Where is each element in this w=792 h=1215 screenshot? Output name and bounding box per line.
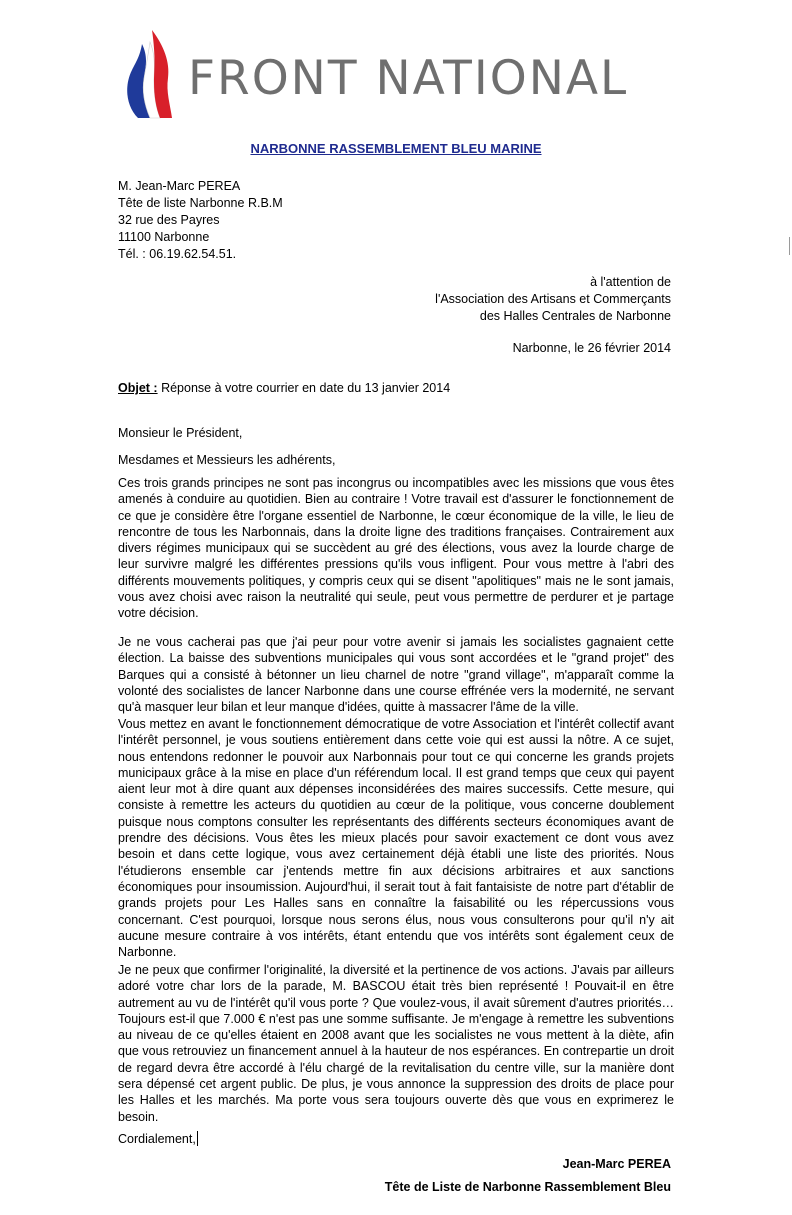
page-edge-divider: [789, 237, 790, 255]
body-paragraph: Ces trois grands principes ne sont pas incongrus ou incompatibles avec les missions que vous êtes amenés à conduire au quotidien. Bien au contraire ! Votre travail est d'assurer le fonctionnement de ce que je considère être l'organe essentiel de Narbonne, le cœur économique de la ville, le lieu de rencontre de tous les Narbonnais, dans la droite ligne des traditions françaises. Contrairement aux divers régimes municipaux qui se succèdent au gré des élections, vous avez la lourde charge de leur survivre malgré les différentes pressions qu'ils vous infligent. Pour vous mettre à l'abri des différents mouvements politiques, y compris ceux qui se disent "apolitiques" mais ne le sont jamais, vous avez choisi avec raison la neutralité qui seule, peut vous permettre de perdurer et je partage votre décision.: [118, 476, 674, 621]
subject-label: Objet :: [118, 381, 158, 395]
logo-wordmark: FRONT NATIONAL: [188, 51, 629, 106]
sender-line: M. Jean-Marc PEREA: [118, 179, 241, 193]
recipient-line: des Halles Centrales de Narbonne: [479, 309, 671, 323]
closing-text: Cordialement,: [118, 1132, 196, 1146]
closing-line: [118, 1131, 198, 1146]
sender-line: 11100 Narbonne: [118, 230, 210, 244]
recipient-line: à l'attention de: [590, 275, 671, 289]
signature-name: Jean-Marc PEREA: [562, 1157, 671, 1171]
letter-heading: NARBONNE RASSEMBLEMENT BLEU MARINE: [250, 141, 542, 156]
recipient-address: [435, 274, 671, 325]
letter-date: Narbonne, le 26 février 2014: [512, 341, 671, 355]
sender-line: Tél. : 06.19.62.54.51.: [118, 247, 237, 261]
subject-text: Réponse à votre courrier en date du 13 janvier 2014: [157, 381, 451, 395]
sender-line: 32 rue des Payres: [118, 213, 220, 227]
party-logo: [120, 26, 680, 122]
signature-title: Tête de Liste de Narbonne Rassemblement Bleu: [384, 1180, 671, 1194]
salutation-members: Mesdames et Messieurs les adhérents,: [118, 453, 336, 467]
salutation-president: Monsieur le Président,: [118, 426, 243, 440]
body-paragraph: Vous mettez en avant le fonctionnement démocratique de votre Association et l'intérêt collectif avant l'intérêt personnel, je vous soutiens entièrement dans cette voie qui est aussi la nôtre. A ce sujet, nous entendons redonner le pouvoir aux Narbonnais pour tout ce qui concerne les grands projets municipaux grâce à la mise en place d'un référendum local. Il est grand temps que ceux qui payent aient leur mot à dire quant aux dépenses inconsidérées des maires successifs. Cette mesure, qui consiste à remettre les acteurs du quotidien au cœur de la politique, vous concerne doublement puisque nous comptons consulter les représentants des différents secteurs économiques avant de prendre des décisions. Vous êtes les mieux placés pour savoir exactement ce dont vous avez besoin et dans cette logique, vous avez certainement déjà établi une liste des priorités. Nous l'étudierons ensemble car j'entends mettre fin aux décisions arbitraires et aux sanctions économiques pour insoumission. Aujourd'hui, il serait tout à fait fantaisiste de notre part d'établir de grands projets pour Les Halles sans en connaître la faisabilité ou les répercussions vous concernant. C'est pourquoi, lorsque nous serons élus, nous vous consulterons pour qu'il n'y ait aucune mesure contraire à vos intérêts, étant entendu que vos intérêts sont également ceux de Narbonne.: [118, 717, 674, 960]
subject-line: [118, 381, 450, 395]
tricolor-flame-icon: [120, 26, 178, 122]
sender-line: Tête de liste Narbonne R.B.M: [118, 196, 283, 210]
recipient-line: l'Association des Artisans et Commerçants: [435, 292, 671, 306]
body-paragraph: Je ne vous cacherai pas que j'ai peur pour votre avenir si jamais les socialistes gagnaient cette élection. La baisse des subventions municipales qui vous sont accordées et le "grand projet" des Barques qui a consisté à bétonner un lieu charnel de notre "grand village", m'apparaît comme la volonté des socialistes de lancer Narbonne dans une course effrénée vers la modernité, ne servant qu'à masquer leur bilan et leur manque d'idées, quitte à massacrer l'âme de la ville.: [118, 635, 674, 715]
body-paragraph: Je ne peux que confirmer l'originalité, la diversité et la pertinence de vos actions. J'avais par ailleurs adoré votre char lors de la parade, M. BASCOU était très bien représenté ! Pouvait-il en être autrement au vu de l'intérêt qu'il vous porte ? Que voulez-vous, il avait sûrement d'autres priorités… Toujours est-il que 7.000 € n'est pas une somme suffisante. Je m'engage à remettre les subventions au niveau de ce qu'elles étaient en 2008 avant que les socialistes ne vous mettent à la diète, afin que vous retrouviez un financement annuel à la hauteur de nos espérances. En contrepartie un droit de regard devra être accordé à l'élu chargé de la revitalisation du centre ville, sur la manière dont sera dépensé cet argent public. De plus, je vous annonce la suppression des droits de place pour les Halles et les marchés. Ma porte vous sera toujours ouverte dès que vous en exprimerez le besoin.: [118, 963, 674, 1124]
sender-address: [118, 178, 283, 263]
text-cursor: [197, 1131, 198, 1146]
